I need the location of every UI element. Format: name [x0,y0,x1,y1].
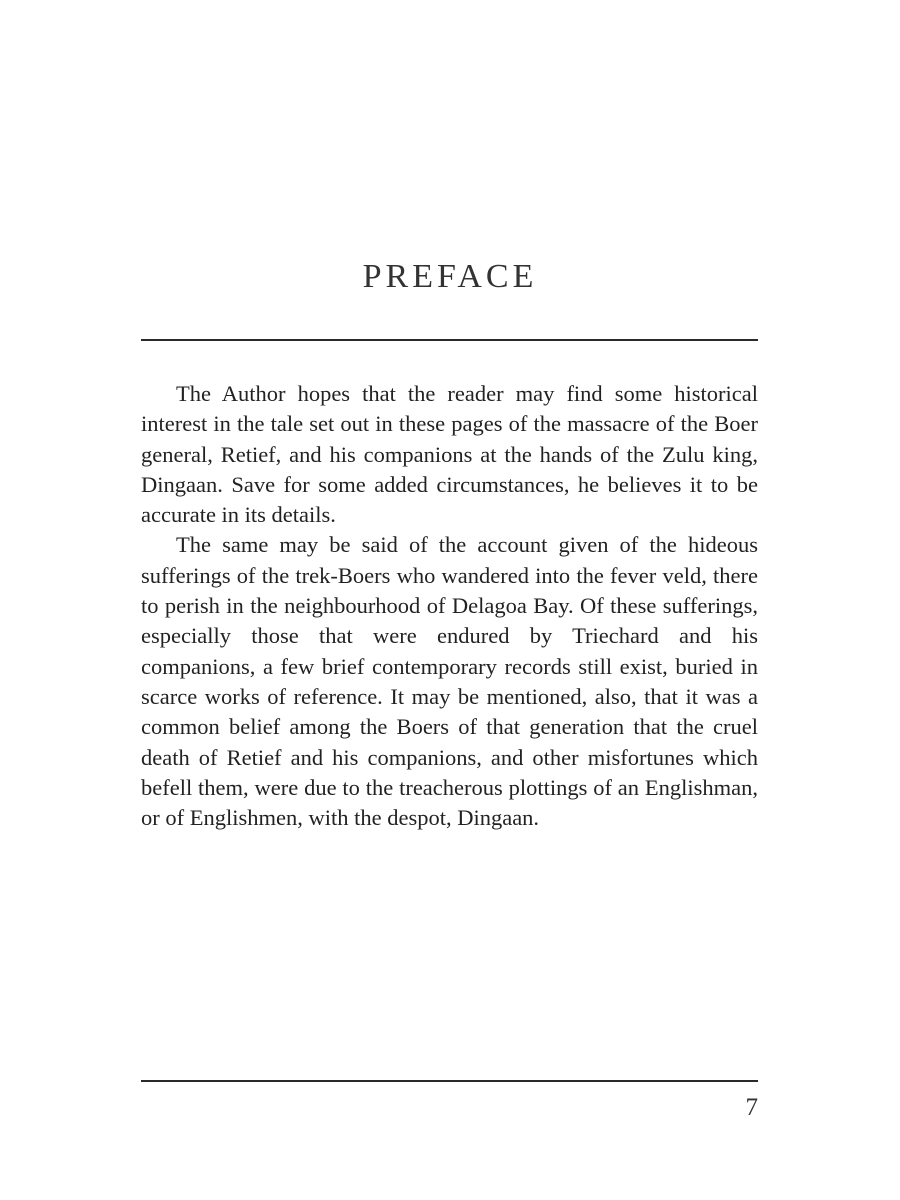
page-number: 7 [745,1094,758,1121]
preface-body [141,379,758,833]
top-divider [141,339,758,341]
paragraph-2: The same may be said of the account given of the hideous sufferings of the trek-Boers who wandered into the fever veld, there to perish in the neighbourhood of Delagoa Bay. Of these sufferings, especially those that were endured by Triechard and his companions, a few brief contemporary records still exist, buried in scarce works of reference. It may be mentioned, also, that it was a common belief among the Boers of that generation that the cruel death of Retief and his companions, and other misfortunes which befell them, were due to the treacherous plottings of an Englishman, or of Englishmen, with the despot, Dingaan. [141,532,758,831]
page-title: PREFACE [362,258,538,295]
paragraph-1: The Author hopes that the reader may find some historical interest in the tale set out in these pages of the massacre of the Boer general, Retief, and his companions at the hands of the Zulu king, Dingaan. Save for some added circumstances, he believes it to be accurate in its details. [141,381,758,528]
bottom-divider [141,1080,758,1082]
